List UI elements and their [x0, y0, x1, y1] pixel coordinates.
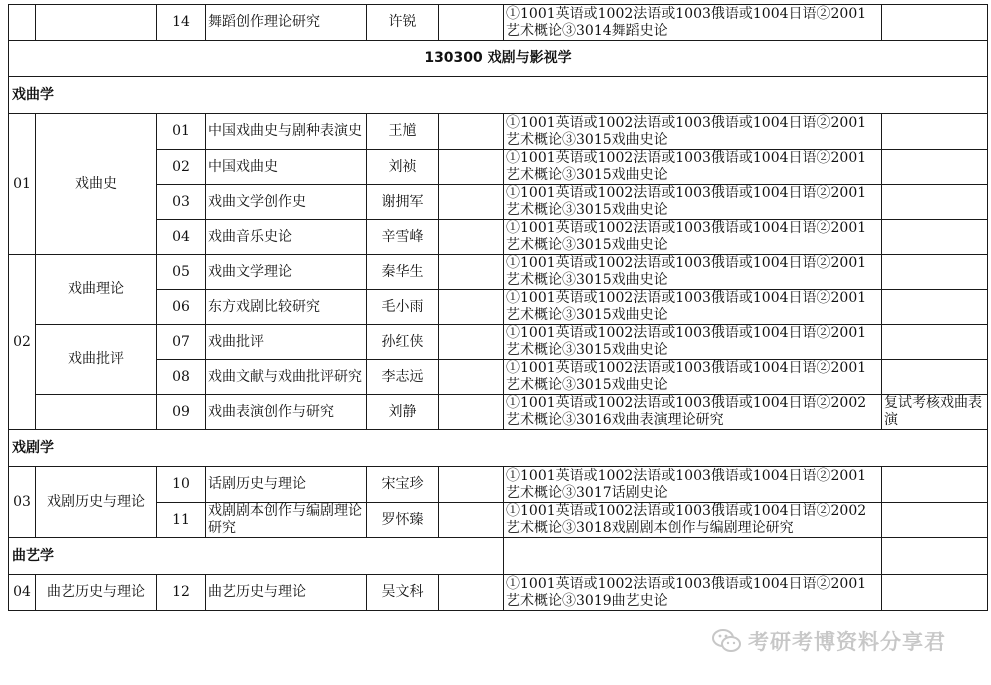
row-number: 11	[157, 503, 206, 538]
row-number: 03	[157, 185, 206, 220]
research-direction: 中国戏曲史	[206, 150, 367, 185]
note	[882, 467, 988, 503]
exam-subjects: ①1001英语或1002法语或1003俄语或1004日语②2001艺术概论③3015戏曲史论	[504, 114, 882, 150]
section-heading-xiqu: 戏曲学	[9, 77, 988, 114]
note	[882, 150, 988, 185]
research-direction: 曲艺历史与理论	[206, 575, 367, 611]
row-number: 09	[157, 395, 206, 430]
research-direction: 戏曲音乐史论	[206, 220, 367, 255]
research-direction: 戏曲文学创作史	[206, 185, 367, 220]
advisor: 秦华生	[367, 255, 439, 290]
research-direction: 戏曲文献与戏曲批评研究	[206, 360, 367, 395]
group-name: 戏曲批评	[36, 325, 157, 395]
table-row	[9, 325, 988, 360]
row-number: 02	[157, 150, 206, 185]
note: 复试考核戏曲表演	[882, 395, 988, 430]
research-direction: 中国戏曲史与剧种表演史	[206, 114, 367, 150]
section-row	[9, 77, 988, 114]
table-row	[9, 575, 988, 611]
exam-subjects: ①1001英语或1002法语或1003俄语或1004日语②2001艺术概论③3019曲艺史论	[504, 575, 882, 611]
row-number: 07	[157, 325, 206, 360]
exam-subjects: ①1001英语或1002法语或1003俄语或1004日语②2001艺术概论③3015戏曲史论	[504, 360, 882, 395]
advisor: 谢拥军	[367, 185, 439, 220]
major-header: 130300 戏剧与影视学	[9, 41, 988, 77]
section-row	[9, 538, 988, 575]
group-code: 04	[9, 575, 36, 611]
note	[882, 290, 988, 325]
exam-subjects: ①1001英语或1002法语或1003俄语或1004日语②2001艺术概论③3015戏曲史论	[504, 290, 882, 325]
major-header-row	[9, 41, 988, 77]
advisor: 孙红侠	[367, 325, 439, 360]
group-name: 曲艺历史与理论	[36, 575, 157, 611]
advisor: 许锐	[367, 5, 439, 41]
row-number: 01	[157, 114, 206, 150]
enrollment-table	[8, 4, 988, 611]
research-direction: 戏曲文学理论	[206, 255, 367, 290]
row-number: 05	[157, 255, 206, 290]
section-heading-quyi: 曲艺学	[9, 538, 504, 575]
advisor: 罗怀臻	[367, 503, 439, 538]
watermark-text: 考研考博资料分享君	[748, 630, 946, 654]
group-name: 戏剧历史与理论	[36, 467, 157, 538]
advisor: 宋宝珍	[367, 467, 439, 503]
exam-subjects: ①1001英语或1002法语或1003俄语或1004日语②2002艺术概论③3018戏剧剧本创作与编剧理论研究	[504, 503, 882, 538]
table-row	[9, 114, 988, 150]
research-direction: 舞蹈创作理论研究	[206, 5, 367, 41]
note	[882, 325, 988, 360]
table-row	[9, 467, 988, 503]
row-number: 14	[157, 5, 206, 41]
advisor: 王馗	[367, 114, 439, 150]
exam-subjects: ①1001英语或1002法语或1003俄语或1004日语②2001艺术概论③3015戏曲史论	[504, 150, 882, 185]
advisor: 毛小雨	[367, 290, 439, 325]
advisor: 刘祯	[367, 150, 439, 185]
table-row	[9, 395, 988, 430]
note	[882, 255, 988, 290]
row-number: 10	[157, 467, 206, 503]
research-direction: 戏曲批评	[206, 325, 367, 360]
note	[882, 114, 988, 150]
row-number: 08	[157, 360, 206, 395]
wechat-icon	[712, 628, 742, 654]
exam-subjects: ①1001英语或1002法语或1003俄语或1004日语②2002艺术概论③3016戏曲表演理论研究	[504, 395, 882, 430]
note	[882, 503, 988, 538]
note	[882, 185, 988, 220]
group-code: 02	[9, 255, 36, 430]
note	[882, 360, 988, 395]
group-name: 戏曲史	[36, 114, 157, 255]
research-direction: 东方戏剧比较研究	[206, 290, 367, 325]
section-row	[9, 430, 988, 467]
exam-subjects: ①1001英语或1002法语或1003俄语或1004日语②2001艺术概论③3015戏曲史论	[504, 255, 882, 290]
exam-subjects: ①1001英语或1002法语或1003俄语或1004日语②2001艺术概论③3015戏曲史论	[504, 220, 882, 255]
research-direction: 戏曲表演创作与研究	[206, 395, 367, 430]
advisor: 吴文科	[367, 575, 439, 611]
advisor: 刘静	[367, 395, 439, 430]
exam-subjects: ①1001英语或1002法语或1003俄语或1004日语②2001艺术概论③3015戏曲史论	[504, 185, 882, 220]
row-number: 04	[157, 220, 206, 255]
table-row	[9, 5, 988, 41]
row-number: 06	[157, 290, 206, 325]
research-direction: 话剧历史与理论	[206, 467, 367, 503]
advisor: 李志远	[367, 360, 439, 395]
advisor: 辛雪峰	[367, 220, 439, 255]
table-row	[9, 255, 988, 290]
row-number: 12	[157, 575, 206, 611]
group-name: 戏曲理论	[36, 255, 157, 325]
note	[882, 575, 988, 611]
group-code: 03	[9, 467, 36, 538]
exam-subjects: ①1001英语或1002法语或1003俄语或1004日语②2001艺术概论③3015戏曲史论	[504, 325, 882, 360]
exam-subjects: ①1001英语或1002法语或1003俄语或1004日语②2001艺术概论③3014舞蹈史论	[504, 5, 882, 41]
group-code: 01	[9, 114, 36, 255]
research-direction: 戏剧剧本创作与编剧理论研究	[206, 503, 367, 538]
section-heading-xiju: 戏剧学	[9, 430, 988, 467]
watermark	[712, 624, 982, 658]
exam-subjects: ①1001英语或1002法语或1003俄语或1004日语②2001艺术概论③3017话剧史论	[504, 467, 882, 503]
note	[882, 220, 988, 255]
